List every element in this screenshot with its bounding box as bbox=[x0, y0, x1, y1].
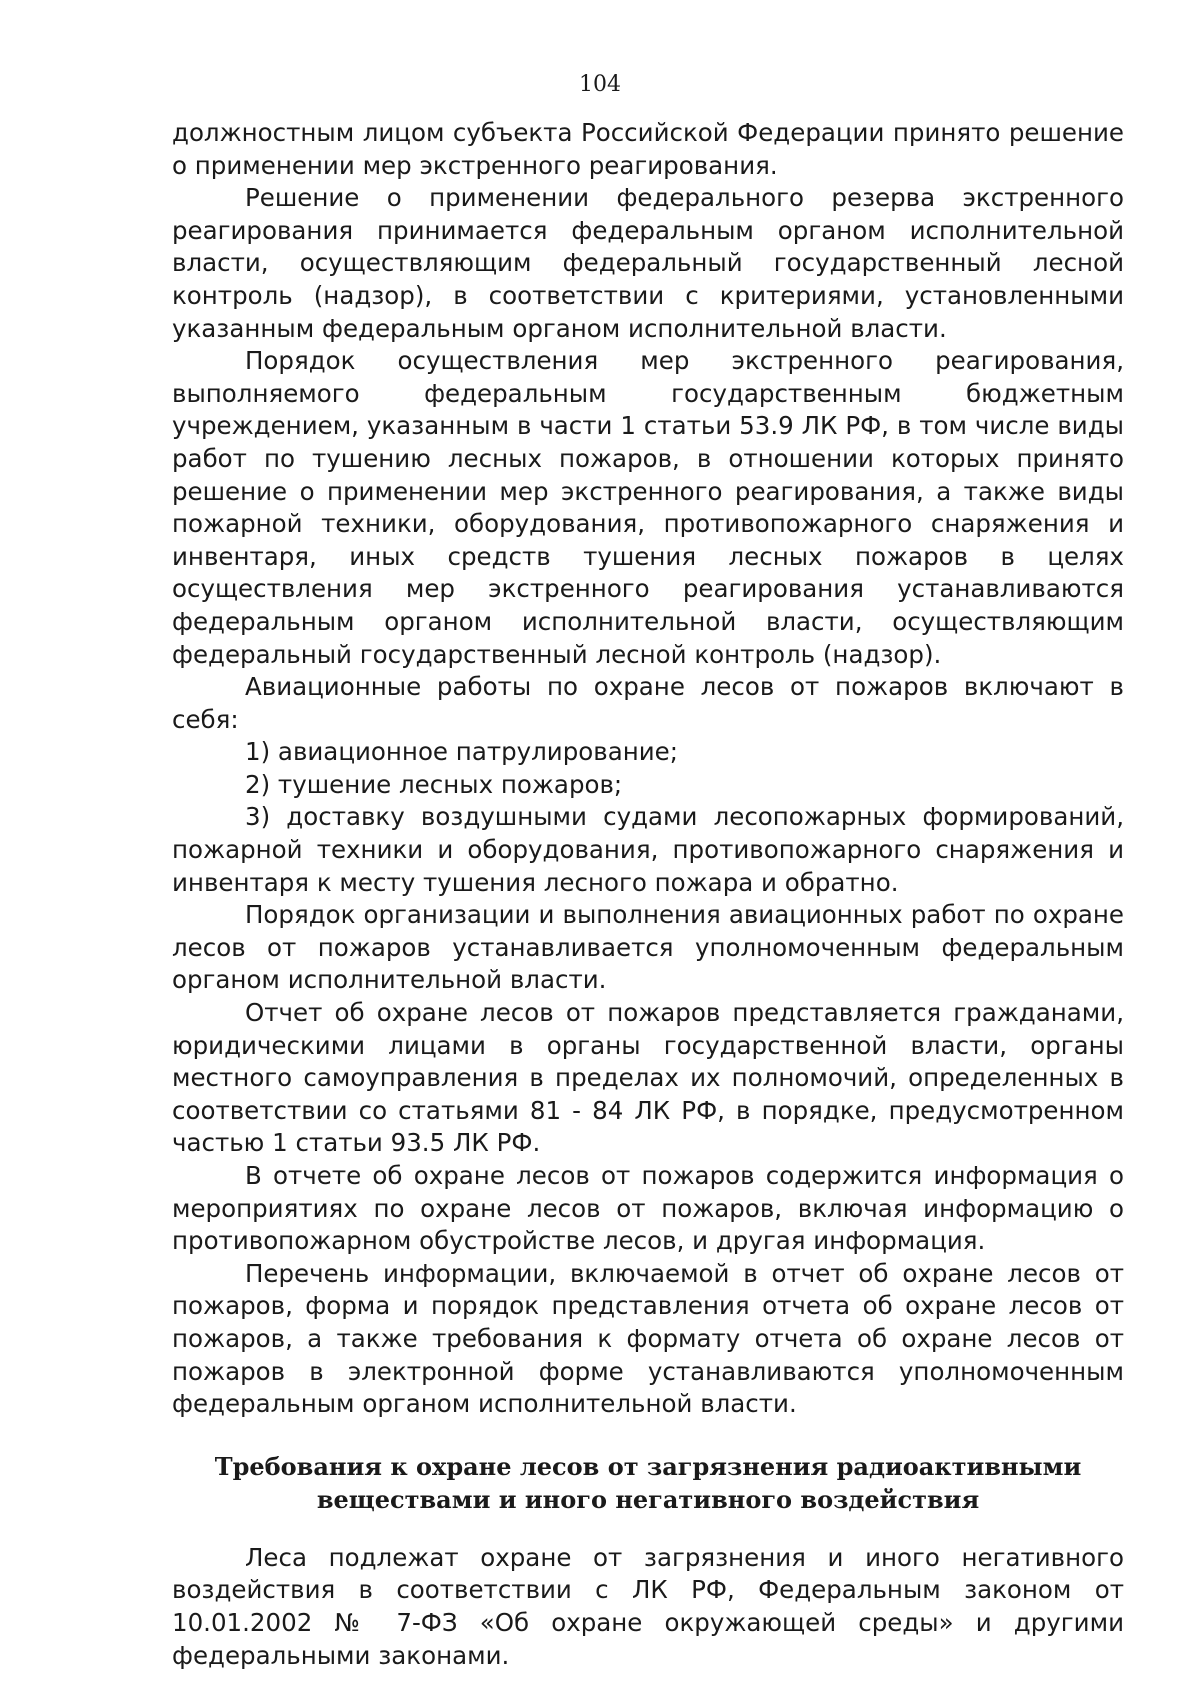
list-item-fire-extinguishing: 2) тушение лесных пожаров; bbox=[245, 769, 623, 799]
document-body bbox=[172, 117, 1124, 1672]
paragraph-emergency-measures-procedure: Порядок осуществления мер экстренного реагирования, выполняемого федеральным государственным бюджетным учреждением, указанным в части 1 статьи 53.9 ЛК РФ, в том числе виды работ по тушению лесных пожаров, в отношении которых принято решение о применении мер экстренного реагирования, а также виды пожарной техники, оборудования, противопожарного снаряжения и инвентаря, иных средств тушения лесных пожаров в целях осуществления мер экстренного реагирования устанавливаются федеральным органом исполнительной власти, осуществляющим федеральный государственный лесной контроль (надзор). bbox=[172, 346, 1124, 669]
paragraph-aviation-works-procedure: Порядок организации и выполнения авиационных работ по охране лесов от пожаров устанавливается уполномоченным федеральным органом исполнительной власти. bbox=[172, 900, 1124, 995]
section-heading bbox=[172, 1450, 1124, 1516]
paragraph-federal-reserve-decision: Решение о применении федерального резерва экстренного реагирования принимается федеральным органом исполнительной власти, осуществляющим федеральный государственный лесной контроль (надзор), в соответствии с критериями, установленными указанным федеральным органом исполнительной власти. bbox=[172, 183, 1124, 343]
section-heading-line-1: Требования к охране лесов от загрязнения радиоактивными bbox=[214, 1451, 1082, 1481]
paragraph-fire-protection-report: Отчет об охране лесов от пожаров представляется гражданами, юридическими лицами в органы государственной власти, органы местного самоуправления в пределах их полномочий, определенных в соответствии со статьями 81 - 84 ЛК РФ, в порядке, предусмотренном частью 1 статьи 93.5 ЛК РФ. bbox=[172, 998, 1124, 1158]
paragraph-pollution-protection: Леса подлежат охране от загрязнения и иного негативного воздействия в соответствии с ЛК РФ, Федеральным законом от 10.01.2002 № 7-ФЗ «Об охране окружающей среды» и другими федеральными законами. bbox=[172, 1542, 1124, 1670]
list-item-aircraft-delivery: 3) доставку воздушными судами лесопожарных формирований, пожарной техники и оборудования, противопожарного снаряжения и инвентаря к месту тушения лесного пожара и обратно. bbox=[172, 802, 1124, 897]
list-item-aviation-patrol: 1) авиационное патрулирование; bbox=[245, 737, 678, 767]
paragraph-report-content: В отчете об охране лесов от пожаров содержится информация о мероприятиях по охране лесов от пожаров, включая информацию о противопожарном обустройстве лесов, и другая информация. bbox=[172, 1161, 1124, 1256]
paragraph-aviation-works-intro: Авиационные работы по охране лесов от пожаров включают в себя: bbox=[172, 672, 1124, 734]
paragraph-continuation: должностным лицом субъекта Российской Федерации принято решение о применении мер экстренного реагирования. bbox=[172, 118, 1124, 180]
section-heading-line-2: веществами и иного негативного воздействия bbox=[316, 1484, 980, 1514]
page-number: 104 bbox=[579, 72, 621, 97]
paragraph-report-format: Перечень информации, включаемой в отчет об охране лесов от пожаров, форма и порядок представления отчета об охране лесов от пожаров, а также требования к формату отчета об охране лесов от пожаров в электронной форме устанавливаются уполномоченным федеральным органом исполнительной власти. bbox=[172, 1258, 1124, 1419]
